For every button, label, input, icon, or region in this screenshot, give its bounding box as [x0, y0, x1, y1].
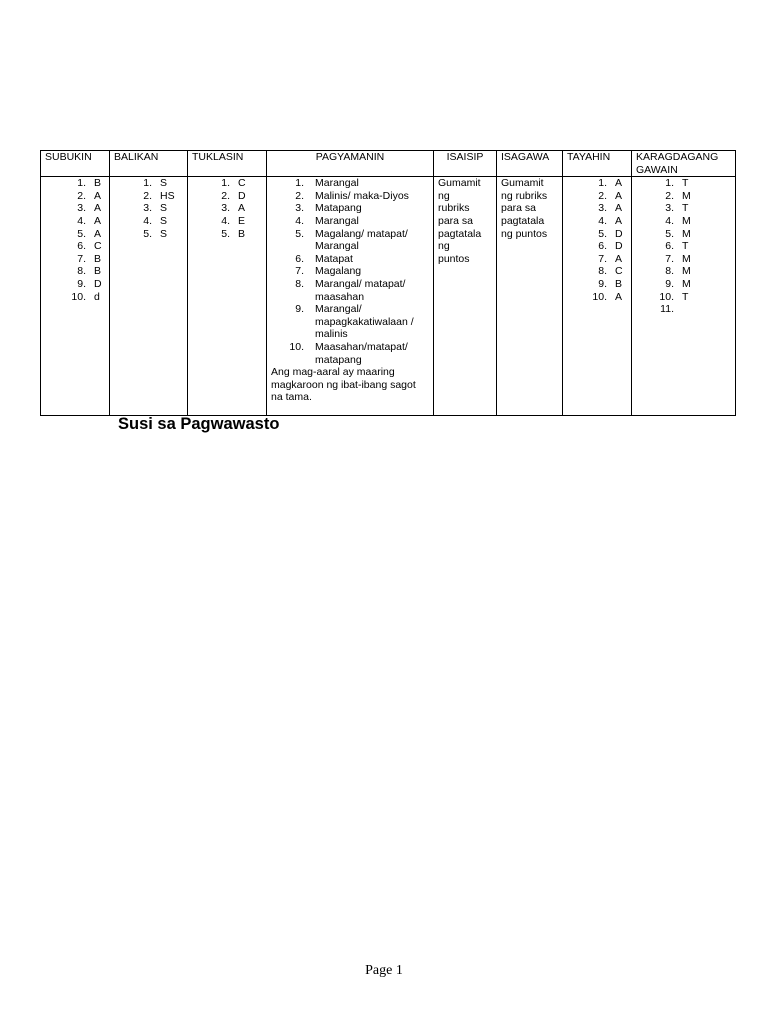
list-item: [114, 202, 183, 215]
item-number: 9.: [295, 303, 304, 316]
item-number: 5.: [598, 227, 607, 240]
list-item: [271, 265, 429, 278]
item-number: 5.: [77, 227, 86, 240]
item-number: 3.: [143, 202, 152, 215]
item-number: 4.: [598, 214, 607, 227]
item-answer: E: [238, 214, 246, 227]
list-item: [567, 190, 627, 203]
item-answer: A: [615, 290, 623, 303]
item-answer: A: [615, 189, 623, 202]
item-answer: D: [238, 189, 246, 202]
list-item: [45, 278, 105, 291]
item-answer: M: [682, 277, 691, 290]
answer-key-table: [40, 150, 736, 416]
item-answer: A: [615, 214, 623, 227]
list-item: [45, 265, 105, 278]
item-answer: Matapat: [315, 252, 353, 265]
item-answer: B: [94, 177, 102, 190]
pagyamanin-note: Ang mag-aaral ay maaring magkaroon ng ibat-ibang sagot na tama.: [271, 366, 416, 404]
list-item: [45, 240, 105, 253]
item-answer: S: [160, 214, 168, 227]
item-answer: S: [160, 177, 168, 190]
list-item: [567, 253, 627, 266]
item-number: 9.: [665, 277, 674, 290]
item-number: 3.: [221, 202, 230, 215]
list-item: [271, 190, 429, 203]
list-item: [636, 240, 731, 253]
list-item: [567, 278, 627, 291]
list-item: [271, 253, 429, 266]
item-answer: M: [682, 214, 691, 227]
header-tayahin: TAYAHIN: [563, 151, 632, 177]
item-answer: A: [238, 202, 246, 215]
item-number: 7.: [295, 265, 304, 278]
item-answer: HS: [160, 189, 175, 202]
item-answer: Malinis/ maka-Diyos: [315, 189, 409, 202]
item-answer: M: [682, 252, 691, 265]
list-item: [636, 228, 731, 241]
item-answer: Maasahan/matapat/ matapang: [315, 340, 408, 366]
isaisip-cell: [434, 177, 497, 416]
item-answer: B: [238, 227, 246, 240]
list-item: [192, 190, 262, 203]
item-answer: A: [615, 177, 623, 190]
list-item: [636, 215, 731, 228]
item-number: 3.: [77, 202, 86, 215]
karagdagang-gawain-answers: [636, 177, 731, 316]
subukin-answers: [45, 177, 105, 303]
list-item: [271, 202, 429, 215]
item-answer: Marangal: [315, 214, 359, 227]
item-answer: Marangal: [315, 177, 359, 190]
item-number: 2.: [221, 189, 230, 202]
item-number: 1.: [665, 177, 674, 190]
item-number: 2.: [665, 189, 674, 202]
list-item: [567, 202, 627, 215]
item-number: 4.: [221, 214, 230, 227]
item-number: 3.: [598, 202, 607, 215]
list-item: [45, 202, 105, 215]
item-number: 1.: [221, 177, 230, 190]
tayahin-cell: [563, 177, 632, 416]
list-item: [636, 253, 731, 266]
list-item: [636, 177, 731, 190]
item-answer: B: [94, 265, 102, 278]
item-number: 9.: [598, 277, 607, 290]
header-tuklasin: TUKLASIN: [188, 151, 267, 177]
list-item: [192, 215, 262, 228]
item-number: 10.: [592, 290, 607, 303]
isagawa-text: Gumamit ng rubriks para sa pagtatala ng puntos: [501, 177, 548, 240]
item-answer: T: [682, 177, 689, 190]
item-number: 2.: [598, 189, 607, 202]
item-number: 2.: [295, 189, 304, 202]
tayahin-answers: [567, 177, 627, 303]
item-number: 8.: [665, 265, 674, 278]
item-number: 4.: [295, 214, 304, 227]
item-answer: Magalang: [315, 265, 362, 278]
item-answer: A: [94, 202, 102, 215]
item-answer: A: [94, 189, 102, 202]
tuklasin-cell: [188, 177, 267, 416]
page-number: Page 1: [365, 963, 403, 978]
list-item: [45, 177, 105, 190]
list-item: [567, 228, 627, 241]
item-number: 2.: [143, 189, 152, 202]
list-item: [271, 215, 429, 228]
item-number: 11.: [660, 303, 674, 316]
item-number: 4.: [143, 214, 152, 227]
item-number: 1.: [143, 177, 152, 190]
item-answer: [674, 303, 682, 316]
item-answer: M: [682, 189, 691, 202]
list-item: [192, 228, 262, 241]
item-answer: D: [94, 277, 102, 290]
header-balikan: BALIKAN: [110, 151, 188, 177]
list-item: [45, 215, 105, 228]
item-number: 5.: [665, 227, 674, 240]
item-answer: S: [160, 227, 168, 240]
item-number: 1.: [598, 177, 607, 190]
item-answer: Matapang: [315, 202, 362, 215]
item-number: 6.: [77, 240, 86, 253]
item-number: 8.: [295, 277, 304, 290]
item-number: 5.: [295, 227, 304, 240]
list-item: [636, 303, 731, 316]
item-number: 1.: [77, 177, 86, 190]
item-number: 10.: [289, 340, 304, 353]
karagdagang-gawain-cell: [632, 177, 736, 416]
balikan-answers: [114, 177, 183, 240]
list-item: [567, 265, 627, 278]
item-number: 7.: [598, 252, 607, 265]
item-answer: Marangal/ mapagkakatiwalaan / malinis: [315, 303, 414, 341]
item-answer: M: [682, 227, 691, 240]
item-answer: B: [94, 252, 102, 265]
pagyamanin-answers: [271, 177, 429, 366]
isagawa-cell: [497, 177, 563, 416]
item-answer: C: [615, 265, 623, 278]
list-item: [567, 240, 627, 253]
list-item: [45, 228, 105, 241]
item-answer: M: [682, 265, 691, 278]
item-answer: A: [615, 252, 623, 265]
item-answer: A: [615, 202, 623, 215]
item-number: 5.: [221, 227, 230, 240]
item-number: 10.: [71, 290, 86, 303]
list-item: [636, 190, 731, 203]
item-answer: Magalang/ matapat/ Marangal: [315, 227, 408, 253]
header-karagdagang-gawain: KARAGDAGANG GAWAIN: [632, 151, 736, 177]
list-item: [114, 177, 183, 190]
list-item: [271, 303, 429, 341]
header-subukin: SUBUKIN: [41, 151, 110, 177]
list-item: [636, 265, 731, 278]
item-answer: A: [94, 227, 102, 240]
list-item: [192, 177, 262, 190]
list-item: [45, 253, 105, 266]
item-answer: d: [94, 290, 100, 303]
list-item: [271, 177, 429, 190]
list-item: [192, 202, 262, 215]
item-number: 3.: [295, 202, 304, 215]
list-item: [114, 215, 183, 228]
list-item: [636, 278, 731, 291]
isaisip-text: Gumamit ng rubriks para sa pagtatala ng puntos: [438, 177, 482, 265]
answer-key-title: Susi sa Pagwawasto: [118, 415, 280, 433]
item-number: 7.: [665, 252, 674, 265]
item-number: 4.: [665, 214, 674, 227]
item-number: 10.: [659, 290, 674, 303]
item-number: 8.: [77, 265, 86, 278]
header-isaisip: ISAISIP: [434, 151, 497, 177]
item-answer: T: [682, 202, 689, 215]
item-answer: A: [94, 214, 102, 227]
item-number: 4.: [77, 214, 86, 227]
list-item: [271, 228, 429, 253]
item-number: 8.: [598, 265, 607, 278]
list-item: [271, 341, 429, 366]
header-pagyamanin: PAGYAMANIN: [267, 151, 434, 177]
item-number: 2.: [77, 189, 86, 202]
item-number: 9.: [77, 277, 86, 290]
item-number: 3.: [665, 202, 674, 215]
item-answer: C: [238, 177, 246, 190]
list-item: [636, 202, 731, 215]
list-item: [114, 190, 183, 203]
item-number: 5.: [143, 227, 152, 240]
subukin-cell: [41, 177, 110, 416]
item-answer: T: [682, 240, 689, 253]
pagyamanin-cell: [267, 177, 434, 416]
balikan-cell: [110, 177, 188, 416]
list-item: [271, 278, 429, 303]
tuklasin-answers: [192, 177, 262, 240]
item-answer: D: [615, 240, 623, 253]
item-number: 7.: [77, 252, 86, 265]
item-number: 6.: [598, 240, 607, 253]
item-answer: D: [615, 227, 623, 240]
list-item: [567, 177, 627, 190]
item-answer: T: [682, 290, 689, 303]
item-answer: C: [94, 240, 102, 253]
item-number: 6.: [665, 240, 674, 253]
list-item: [45, 291, 105, 304]
list-item: [636, 291, 731, 304]
header-isagawa: ISAGAWA: [497, 151, 563, 177]
item-answer: S: [160, 202, 168, 215]
list-item: [567, 215, 627, 228]
item-answer: B: [615, 277, 623, 290]
item-number: 6.: [295, 252, 304, 265]
item-number: 1.: [295, 177, 304, 190]
item-answer: Marangal/ matapat/ maasahan: [315, 277, 406, 303]
list-item: [45, 190, 105, 203]
list-item: [567, 291, 627, 304]
list-item: [114, 228, 183, 241]
